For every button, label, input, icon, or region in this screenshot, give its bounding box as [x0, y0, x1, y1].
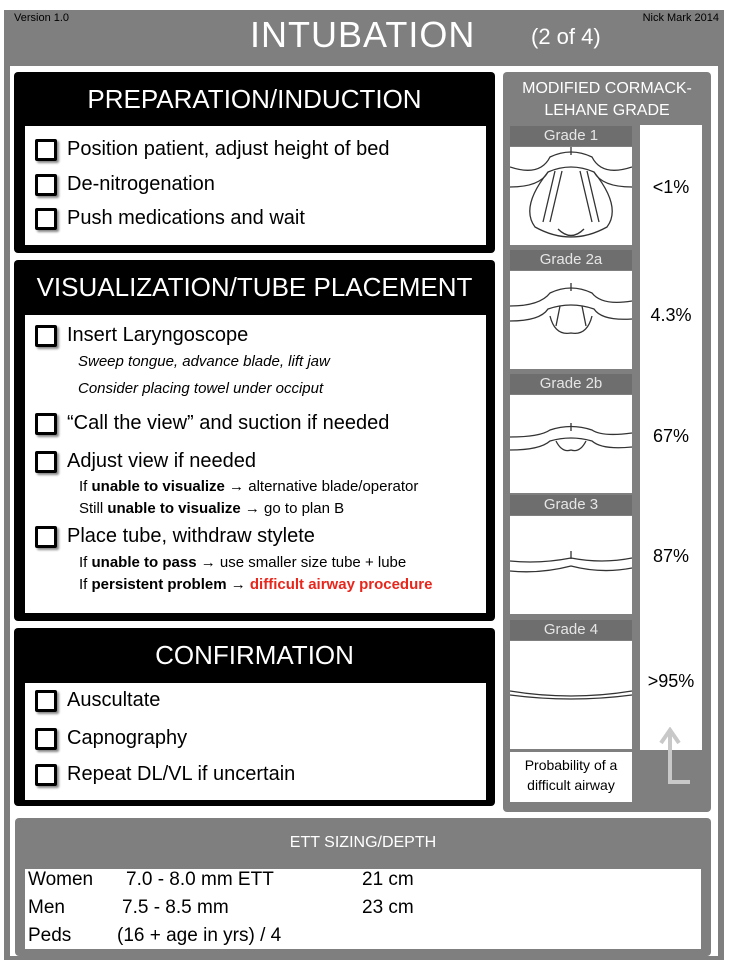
checklist-item[interactable] [35, 727, 187, 750]
item-label: “Call the view” and suction if needed [67, 412, 390, 434]
grade-4-pct: >95% [647, 671, 695, 691]
section-title: PREPARATION/INDUCTION [87, 84, 422, 114]
grade-4-label: Grade 4 [510, 620, 632, 640]
grade-4-illustration [510, 641, 632, 749]
checkbox[interactable] [35, 526, 57, 548]
grade-1-illustration [510, 147, 632, 245]
note: If unable to visualize → alternative blade/operator [79, 478, 419, 495]
grade-2a-pct: 4.3% [650, 305, 692, 325]
checklist-item[interactable] [35, 689, 160, 712]
checklist-item[interactable] [35, 763, 295, 786]
grade-3-label: Grade 3 [510, 495, 632, 515]
up-arrow-icon [658, 727, 694, 787]
item-label: Insert Laryngoscope [67, 324, 249, 346]
grade-3-illustration [510, 516, 632, 614]
checklist-item[interactable] [35, 207, 305, 230]
checkbox[interactable] [35, 413, 57, 435]
visualization-section [14, 260, 495, 621]
grade-2b-pct: 67% [652, 426, 690, 446]
item-label: Push medications and wait [67, 207, 305, 229]
item-label: Auscultate [67, 689, 161, 711]
checklist-item[interactable] [35, 450, 256, 473]
ett-size: 7.5 - 8.5 mm [122, 897, 229, 918]
grade-2a-illustration [510, 271, 632, 369]
page-title: INTUBATION [250, 14, 476, 55]
checkbox[interactable] [35, 728, 57, 750]
cormack-lehane-panel [503, 72, 711, 812]
item-label: De-nitrogenation [67, 173, 215, 195]
panel-title: ETT SIZING/DEPTH [289, 834, 437, 851]
panel-title: MODIFIED CORMACK- LEHANE GRADE [522, 80, 692, 119]
item-label: Place tube, withdraw stylete [67, 525, 315, 547]
item-label: Capnography [67, 727, 188, 749]
item-label: Position patient, adjust height of bed [67, 138, 390, 160]
ett-group: Women [28, 869, 94, 890]
checkbox[interactable] [35, 208, 57, 230]
note: Still unable to visualize → go to plan B [79, 500, 345, 517]
ett-size: 7.0 - 8.0 mm ETT [126, 869, 274, 890]
grade-3-pct: 87% [652, 546, 690, 566]
version-label: Version 1.0 [14, 12, 70, 24]
item-label: Repeat DL/VL if uncertain [67, 763, 296, 785]
note: Consider placing towel under occiput [78, 380, 324, 397]
checkbox[interactable] [35, 325, 57, 347]
note: If unable to pass → use smaller size tube + lube [79, 554, 407, 571]
confirmation-section [14, 628, 495, 806]
checkbox[interactable] [35, 174, 57, 196]
section-title: VISUALIZATION/TUBE PLACEMENT [36, 272, 473, 302]
section-title: CONFIRMATION [155, 640, 354, 670]
probability-caption: Probability of a difficult airway [510, 752, 632, 802]
checklist-item[interactable] [35, 138, 389, 161]
ett-depth: 23 cm [362, 897, 414, 918]
checkbox[interactable] [35, 690, 57, 712]
page-number: (2 of 4) [531, 24, 601, 49]
grade-2a-label: Grade 2a [510, 250, 632, 270]
checklist-item[interactable] [35, 412, 389, 435]
grade-1-pct: <1% [652, 177, 690, 197]
grade-2b-label: Grade 2b [510, 374, 632, 394]
ett-group: Men [28, 897, 65, 918]
ett-size: (16 + age in yrs) / 4 [117, 925, 282, 946]
author-label: Nick Mark 2014 [642, 12, 719, 24]
ett-depth: 21 cm [362, 869, 414, 890]
ett-table [25, 869, 701, 949]
probability-column [640, 125, 702, 750]
checkbox[interactable] [35, 139, 57, 161]
ett-sizing-panel [15, 818, 711, 956]
grade-1-label: Grade 1 [510, 126, 632, 146]
checklist-item[interactable] [35, 173, 215, 196]
item-label: Adjust view if needed [67, 450, 257, 472]
preparation-section [14, 72, 495, 253]
note: Sweep tongue, advance blade, lift jaw [78, 353, 330, 370]
checkbox[interactable] [35, 764, 57, 786]
grade-2b-illustration [510, 395, 632, 493]
checklist-item[interactable] [35, 324, 248, 347]
checkbox[interactable] [35, 451, 57, 473]
note: If persistent problem → difficult airway procedure [79, 576, 433, 593]
ett-group: Peds [28, 925, 72, 946]
difficult-airway-link: difficult airway procedure [249, 576, 433, 593]
checklist-item[interactable] [35, 525, 315, 548]
